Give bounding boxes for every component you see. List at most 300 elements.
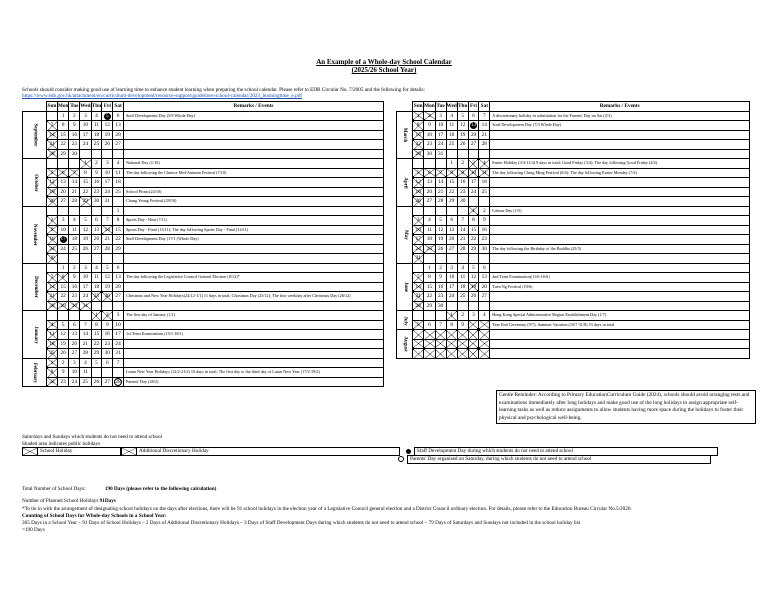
calendar-header-row: [397, 102, 750, 112]
day-number: 10: [82, 274, 89, 281]
day-number: 9: [95, 169, 98, 176]
week-row: [397, 235, 750, 245]
day-cell: [47, 235, 58, 245]
planned-label: Number of Planned School Holidays: [22, 498, 99, 505]
weekday-header: Thu: [91, 103, 102, 110]
week-row: [23, 320, 384, 330]
remark-cell: Year End Ceremony (9/7); Summer Vacation (10/7-31/8) 53 days in total: [490, 320, 750, 330]
remark-cell: [123, 320, 383, 330]
day-number: 10: [71, 369, 78, 376]
week-row: [397, 320, 750, 330]
day-cell: [468, 197, 479, 207]
day-cell: [102, 244, 113, 254]
day-cell: [479, 330, 490, 340]
day-number: 31: [115, 350, 121, 357]
day-number: 24: [71, 378, 78, 385]
day-cell: [80, 311, 91, 321]
week-row: [397, 178, 750, 188]
day-cell: [446, 111, 457, 121]
remark-cell: [123, 130, 383, 140]
day-number: 24: [82, 293, 89, 300]
total-value: 190 Days (please refer to the following calculation): [104, 486, 217, 492]
day-number: 15: [470, 226, 477, 233]
day-cell: [435, 121, 446, 131]
month-name: April: [402, 177, 408, 189]
day-number: 6: [61, 169, 65, 176]
day-number: 13: [60, 179, 66, 186]
day-cell: [457, 111, 468, 121]
remark-cell: Easter Holiday (3/4-11/4) 9 days in total; Good Friday (3/4); The day following Good Friday (4/4): [490, 159, 750, 169]
day-cell: [413, 301, 424, 311]
day-cell: [457, 282, 468, 292]
week-row: [23, 339, 384, 349]
day-cell: [69, 206, 80, 216]
day-cell: [102, 111, 113, 121]
week-row: [23, 254, 384, 264]
day-number: 6: [472, 112, 475, 119]
day-number: 30: [437, 302, 444, 309]
day-number: 4: [450, 112, 453, 119]
remark-cell: National Day (1/10): [123, 159, 383, 169]
school-holiday-swatch: [22, 447, 38, 456]
day-cell: [80, 358, 91, 368]
day-number: 13: [115, 122, 121, 129]
day-cell: [91, 130, 102, 140]
day-number: 15: [93, 331, 100, 338]
week-row: [23, 282, 384, 292]
day-cell: [57, 225, 69, 235]
remark-cell: [123, 254, 383, 264]
day-number: 8: [450, 169, 453, 176]
week-row: [23, 149, 384, 159]
day-number: 9: [482, 217, 486, 224]
remark-cell: [123, 339, 383, 349]
day-cell: [435, 187, 446, 197]
day-cell: [457, 121, 468, 131]
day-cell: [413, 225, 424, 235]
day-number: 5: [416, 321, 420, 328]
week-row: [397, 339, 750, 349]
remark-cell: [490, 149, 750, 159]
day-cell: [91, 349, 102, 359]
remark-cell: [490, 301, 750, 311]
day-cell: [479, 320, 490, 330]
day-cell: [479, 197, 490, 207]
day-cell: [424, 111, 436, 121]
day-cell: [91, 368, 102, 378]
day-cell: [413, 140, 424, 150]
day-number: 5: [50, 169, 54, 176]
day-cell: [57, 282, 69, 292]
day-number: 5: [84, 217, 87, 224]
day-cell: [69, 273, 80, 283]
week-row: [23, 187, 384, 197]
remark-cell: [123, 121, 383, 131]
day-number: 6: [116, 112, 120, 119]
day-cell: [69, 225, 80, 235]
day-number: 23: [104, 340, 110, 347]
remark-cell: A discretionary holiday in substitution for the Parents' Day on Sat (2/3): [490, 111, 750, 121]
day-cell: [413, 349, 424, 359]
day-cell: [424, 206, 436, 216]
day-cell: [113, 178, 124, 188]
additional-holiday-swatch: [121, 447, 137, 456]
day-cell: [435, 178, 446, 188]
day-number: 12: [60, 331, 66, 338]
day-cell: [446, 330, 457, 340]
planned-holidays: [22, 498, 752, 505]
day-number: 5: [461, 112, 465, 119]
day-number: 23: [71, 141, 78, 148]
remark-cell: Christmas and New Year Holidays(24/12-1/1) 11 days in total; Christmas Day (25/12); The first weekday after Christmas Day (26/12): [123, 292, 383, 302]
day-number: 25: [426, 245, 433, 252]
day-cell: [57, 130, 69, 140]
day-cell: [435, 292, 446, 302]
day-cell: [468, 349, 479, 359]
remark-cell: Chung Yeung Festival (29/10): [123, 197, 383, 207]
day-cell: [424, 149, 436, 159]
counting-result: =190 Days: [22, 527, 45, 534]
day-number: 1: [116, 207, 120, 214]
day-cell: [435, 349, 446, 359]
week-row: [397, 197, 750, 207]
day-number: 10: [415, 226, 421, 233]
day-cell: [113, 339, 124, 349]
day-number: 6: [428, 169, 431, 176]
day-cell: [102, 349, 113, 359]
day-cell: [435, 159, 446, 169]
day-cell: [57, 168, 69, 178]
day-number: 1: [95, 312, 98, 319]
week-row: [397, 349, 750, 359]
day-number: 14: [415, 283, 421, 290]
month-label-february: [23, 358, 47, 387]
day-number: 20: [115, 131, 121, 138]
day-cell: [80, 349, 91, 359]
day-number: 7: [439, 321, 442, 328]
day-number: 4: [95, 112, 98, 119]
remark-cell: The day following the Chinese Mid-Autumn Festival (7/10): [123, 168, 383, 178]
day-cell: [468, 121, 479, 131]
day-cell: [69, 168, 80, 178]
day-cell: [69, 330, 80, 340]
day-number: 9: [61, 369, 65, 376]
day-number: 28: [82, 350, 89, 357]
day-number: 26: [82, 245, 89, 252]
day-cell: [47, 273, 58, 283]
day-cell: [468, 140, 479, 150]
day-cell: [102, 187, 113, 197]
day-number: 3: [416, 217, 420, 224]
day-number: 29: [115, 245, 121, 252]
day-number: 3: [472, 160, 475, 167]
day-number: 24: [470, 188, 477, 195]
day-cell: [57, 111, 69, 121]
day-cell: [457, 263, 468, 273]
day-number: 11: [93, 122, 100, 129]
day-cell: [468, 206, 479, 216]
staff-development-day-marker: 17: [60, 236, 66, 243]
day-number: 1: [416, 112, 420, 119]
day-number: 9: [73, 122, 76, 129]
remark-cell: [123, 301, 383, 311]
day-cell: [80, 159, 91, 169]
day-number: 22: [93, 340, 100, 347]
day-number: 2: [73, 112, 76, 119]
day-cell: [457, 349, 468, 359]
day-cell: [91, 235, 102, 245]
day-number: 30: [481, 245, 487, 252]
day-cell: [479, 282, 490, 292]
day-cell: [457, 339, 468, 349]
day-number: 16: [49, 236, 55, 243]
day-cell: [91, 273, 102, 283]
day-number: 27: [60, 198, 66, 205]
day-number: 21: [415, 293, 421, 300]
day-cell: [457, 235, 468, 245]
day-cell: [413, 273, 424, 283]
day-cell: [479, 111, 490, 121]
weekday-header: Sun: [413, 103, 423, 110]
day-number: 8: [450, 321, 453, 328]
day-number: 10: [104, 169, 110, 176]
day-cell: [479, 121, 490, 131]
day-number: 6: [482, 264, 486, 271]
day-cell: [47, 149, 58, 159]
day-number: 7: [439, 169, 442, 176]
day-number: 1: [84, 160, 87, 167]
day-number: 2: [428, 112, 431, 119]
remark-cell: Staff Development Day (7/3 Whole Day): [490, 121, 750, 131]
day-number: 13: [426, 179, 433, 186]
day-cell: [446, 263, 457, 273]
day-cell: [102, 168, 113, 178]
day-cell: [468, 244, 479, 254]
day-number: 27: [104, 378, 110, 385]
week-row: [397, 168, 750, 178]
day-number: 11: [449, 122, 455, 129]
day-cell: [435, 330, 446, 340]
footer: [22, 486, 752, 535]
day-cell: [113, 187, 124, 197]
day-cell: [413, 187, 424, 197]
day-cell: [57, 140, 69, 150]
day-number: 24: [104, 188, 110, 195]
day-cell: [47, 330, 58, 340]
day-cell: [113, 301, 124, 311]
day-cell: [69, 320, 80, 330]
remark-cell: Sports Day - Final (13/11); The day following Sports Day - Final (14/11): [123, 225, 383, 235]
day-cell: [47, 368, 58, 378]
day-cell: [413, 244, 424, 254]
day-cell: [91, 216, 102, 226]
day-cell: [47, 216, 58, 226]
day-cell: [424, 263, 436, 273]
day-cell: [91, 159, 102, 169]
day-cell: [446, 254, 457, 264]
day-number: 4: [482, 160, 486, 167]
day-number: 15: [60, 283, 66, 290]
day-number: 12: [49, 179, 55, 186]
day-number: 22: [415, 141, 421, 148]
day-cell: [69, 130, 80, 140]
day-number: 3: [84, 264, 87, 271]
day-number: 18: [93, 283, 100, 290]
day-cell: [69, 121, 80, 131]
day-number: 30: [49, 255, 55, 262]
day-cell: [424, 140, 436, 150]
day-number: 16: [426, 131, 433, 138]
day-cell: [479, 244, 490, 254]
day-cell: [47, 206, 58, 216]
day-cell: [479, 301, 490, 311]
day-number: 26: [460, 141, 466, 148]
election-note: *To tie in with the arrangement of designating school holidays on the days after elections, there will be 91 school holidays in the election year of a Legislative Council general election and a District Council ordinary election. For details, please refer to the Education Bureau Circular No.5/2020.: [22, 505, 632, 512]
day-cell: [435, 216, 446, 226]
day-cell: [102, 225, 113, 235]
day-number: 20: [93, 236, 100, 243]
week-row: [23, 349, 384, 359]
day-cell: [113, 149, 124, 159]
day-cell: [91, 330, 102, 340]
day-number: 19: [470, 283, 477, 290]
day-cell: [57, 121, 69, 131]
day-number: 5: [439, 217, 442, 224]
day-cell: [457, 225, 468, 235]
day-number: 14: [49, 131, 55, 138]
week-row: [397, 159, 750, 169]
day-cell: [113, 263, 124, 273]
week-row: [23, 235, 384, 245]
day-number: 13: [115, 274, 121, 281]
day-number: 14: [104, 226, 110, 233]
day-cell: [47, 178, 58, 188]
day-cell: [80, 292, 91, 302]
day-cell: [57, 187, 69, 197]
day-number: 16: [104, 331, 110, 338]
day-number: 15: [449, 179, 455, 186]
counting-title: Counting of School Days for Whole-day Schools in a School Year:: [22, 512, 167, 519]
day-number: 2: [461, 160, 465, 167]
day-number: 25: [481, 188, 487, 195]
day-number: 24: [415, 245, 421, 252]
day-cell: [479, 292, 490, 302]
day-number: 20: [71, 340, 78, 347]
day-cell: [457, 159, 468, 169]
month-name: January: [32, 325, 38, 344]
day-number: 8: [61, 122, 65, 129]
day-cell: [91, 187, 102, 197]
day-number: 28: [481, 141, 487, 148]
day-number: 27: [115, 293, 121, 300]
remark-cell: [123, 282, 383, 292]
day-number: 3: [73, 359, 76, 366]
weekday-header: Sat: [114, 103, 122, 110]
month-label-march: [397, 111, 413, 159]
day-cell: [57, 178, 69, 188]
day-cell: [113, 130, 124, 140]
day-number: 9: [105, 321, 109, 328]
day-number: 13: [449, 226, 455, 233]
day-cell: [80, 320, 91, 330]
day-cell: [102, 377, 113, 387]
day-number: 7: [50, 122, 54, 129]
day-cell: [424, 121, 436, 131]
day-number: 8: [95, 321, 98, 328]
day-cell: [435, 197, 446, 207]
document-title: [0, 58, 768, 74]
day-cell: [413, 282, 424, 292]
day-cell: [57, 368, 69, 378]
day-cell: [80, 187, 91, 197]
remarks-header: Remarks / Events: [123, 102, 383, 112]
day-number: 19: [460, 131, 466, 138]
day-number: 18: [49, 340, 55, 347]
day-cell: [102, 206, 113, 216]
day-number: 21: [481, 131, 487, 138]
day-number: 6: [116, 264, 120, 271]
remark-cell: [490, 339, 750, 349]
day-number: 2: [461, 312, 465, 319]
week-row: [23, 311, 384, 321]
intro-paragraph: [22, 87, 542, 99]
month-name: July: [402, 315, 408, 326]
day-number: 8: [50, 369, 54, 376]
day-cell: [468, 168, 479, 178]
day-number: 20: [115, 283, 121, 290]
day-cell: [57, 254, 69, 264]
day-cell: [69, 244, 80, 254]
day-cell: [446, 178, 457, 188]
day-cell: [91, 121, 102, 131]
day-cell: [47, 111, 58, 121]
day-cell: [457, 254, 468, 264]
month-label-september: [23, 111, 47, 159]
weekday-header: Mon: [424, 103, 435, 110]
day-number: 22: [426, 293, 433, 300]
day-cell: [413, 235, 424, 245]
day-number: 22: [60, 141, 66, 148]
week-row: [397, 330, 750, 340]
day-number: 25: [49, 350, 55, 357]
day-number: 19: [104, 131, 110, 138]
circular-link[interactable]: https://www.edb.gov.hk/attachment/en/curriculum-development/resource-support/guidelines-school-calendar/2023_learningtime_e.pdf: [22, 93, 302, 99]
day-cell: [446, 206, 457, 216]
day-cell: [435, 263, 446, 273]
remark-cell: 1st Term Examination (15/1-18/1): [123, 330, 383, 340]
day-number: 8: [472, 217, 475, 224]
day-number: 14: [481, 122, 487, 129]
day-cell: [446, 320, 457, 330]
school-holiday-label: School Holiday: [38, 447, 121, 456]
day-number: 10: [437, 122, 444, 129]
week-row: [23, 263, 384, 273]
day-cell: [57, 244, 69, 254]
day-number: 26: [437, 245, 444, 252]
day-cell: [113, 377, 124, 387]
day-cell: [57, 358, 69, 368]
week-row: [23, 292, 384, 302]
day-cell: [57, 330, 69, 340]
day-number: 19: [49, 188, 55, 195]
day-cell: [113, 168, 124, 178]
day-cell: [91, 197, 102, 207]
day-cell: [424, 273, 436, 283]
day-cell: [479, 235, 490, 245]
day-number: 27: [481, 293, 487, 300]
day-cell: [113, 292, 124, 302]
day-number: 12: [104, 122, 110, 129]
